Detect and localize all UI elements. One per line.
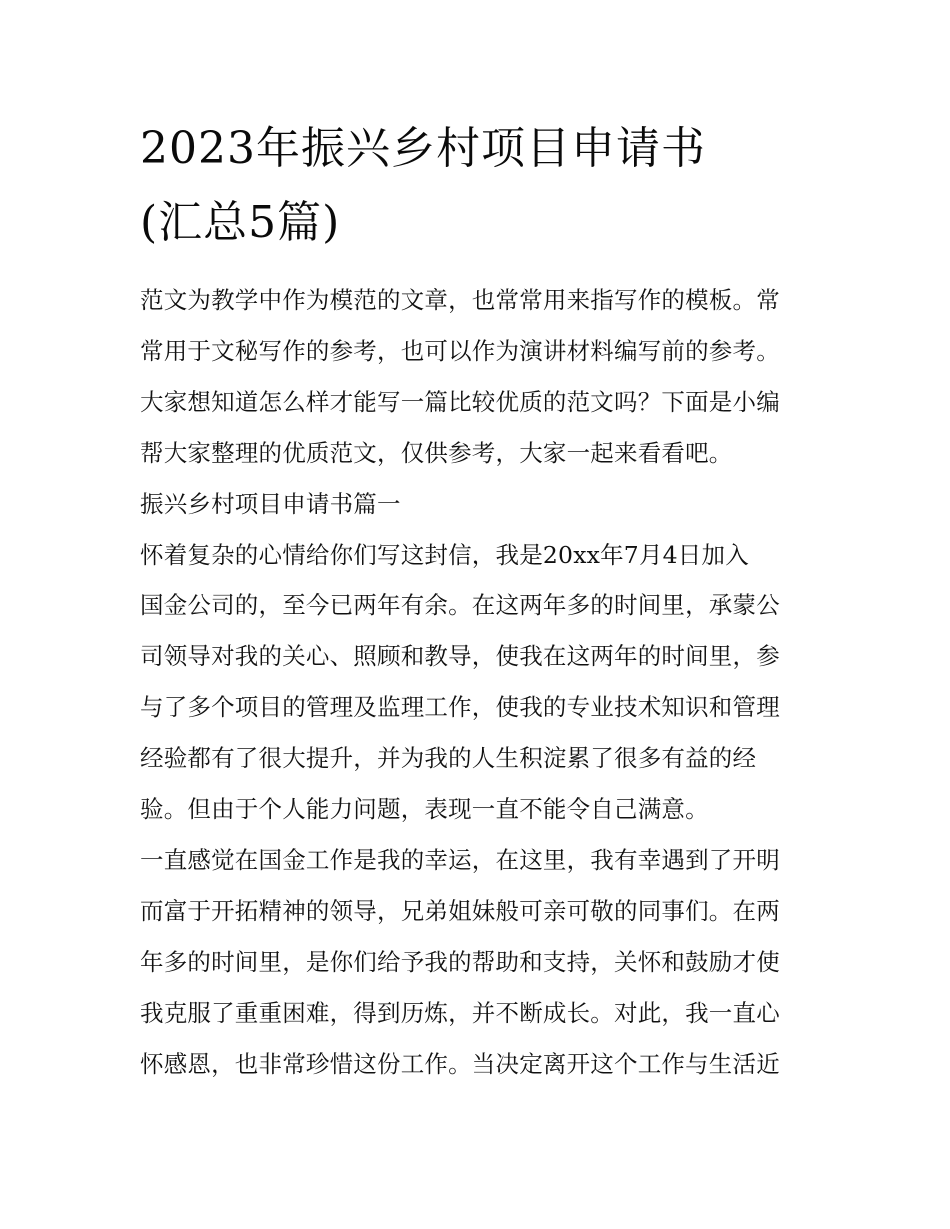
body-line: 验。但由于个人能力问题，表现一直不能令自己满意。 [140,795,709,824]
document-body [140,275,820,1090]
body-line: 怀着复杂的心情给你们写这封信，我是20xx年7月4日加入 [140,540,749,569]
body-line: 范文为教学中作为模范的文章，也常常用来指写作的模板。常 [140,286,780,314]
body-line: 一直感觉在国金工作是我的幸运，在这里，我有幸遇到了开明 [140,845,780,874]
body-line: 司领导对我的关心、照顾和教导，使我在这两年的时间里，参 [140,642,780,671]
body-line: 而富于开拓精神的领导，兄弟姐妹般可亲可敬的同事们。在两 [140,896,780,925]
document-title [140,112,820,260]
body-line: 我克服了重重困难，得到历炼，并不断成长。对此，我一直心 [140,998,780,1027]
body-line: 大家想知道怎么样才能写一篇比较优质的范文吗？下面是小编 [140,387,780,416]
body-line: 常用于文秘写作的参考，也可以作为演讲材料编写前的参考。 [140,336,780,365]
title-line-2: (汇总5篇) [140,197,341,248]
body-line: 年多的时间里，是你们给予我的帮助和支持，关怀和鼓励才使 [140,947,780,976]
body-line: 国金公司的，至今已两年有余。在这两年多的时间里，承蒙公 [140,591,780,620]
body-line: 与了多个项目的管理及监理工作，使我的专业技术知识和管理 [140,693,780,722]
body-line: 经验都有了很大提升，并为我的人生积淀累了很多有益的经 [140,744,757,773]
body-line: 怀感恩，也非常珍惜这份工作。当决定离开这个工作与生活近 [140,1049,780,1078]
title-line-1: 2023年振兴乡村项目申请书 [140,123,706,174]
body-line: 帮大家整理的优质范文，仅供参考，大家一起来看看吧。 [140,438,733,467]
section-heading: 振兴乡村项目申请书篇一 [140,489,401,518]
